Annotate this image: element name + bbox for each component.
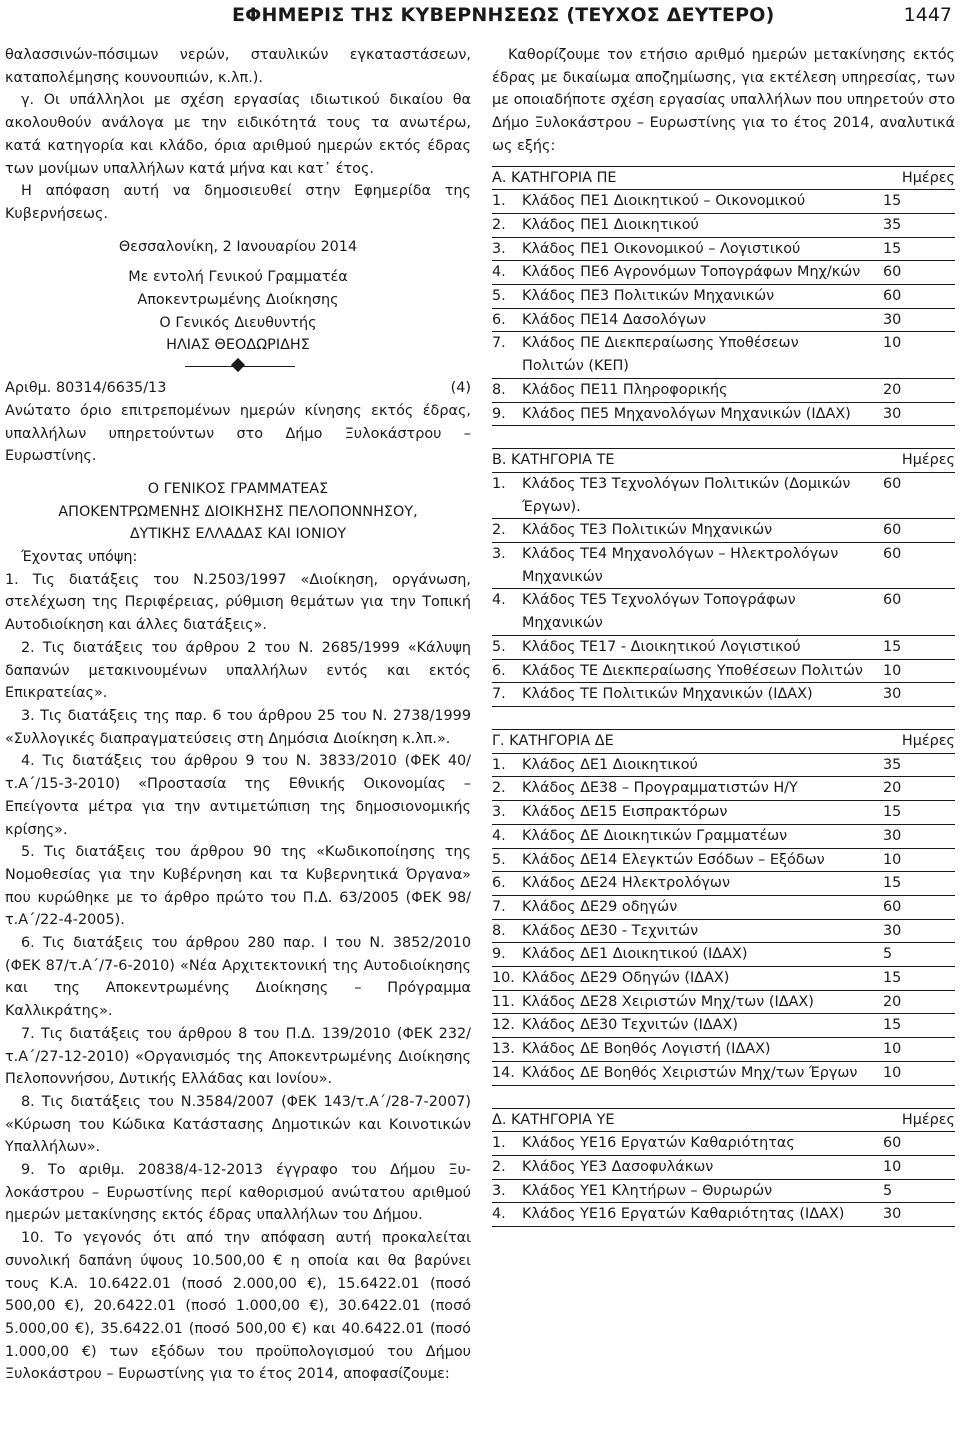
days-value: 35 — [883, 213, 955, 237]
table-row — [492, 1203, 955, 1227]
row-number: 1. — [492, 753, 522, 777]
days-value: 5 — [883, 943, 955, 967]
category-header-row — [492, 729, 955, 753]
branch-name: Κλάδος ΔΕ30 - Τεχνιτών — [522, 919, 883, 943]
row-number: 3. — [492, 543, 522, 589]
days-value: 20 — [883, 990, 955, 1014]
branch-name: Κλάδος ΔΕ30 Τεχνιτών (ΙΔΑΧ) — [522, 1014, 883, 1038]
branch-name: Κλάδος ΔΕ1 Διοικητικού — [522, 753, 883, 777]
page-number: 1447 — [903, 4, 952, 26]
row-number: 4. — [492, 589, 522, 635]
row-number: 8. — [492, 919, 522, 943]
row-number: 3. — [492, 237, 522, 261]
days-value: 35 — [883, 753, 955, 777]
consideration-item: 9. Το αριθμ. 20838/4-12-2013 έγγραφο του Δήμου Ξυλοκάστρου – Ευρωστίνης περί καθορισμού ανώτατου αριθμού ημερών μετακίνησης εκτός έδρας υπαλλήλων του Δήμου. — [5, 1162, 471, 1224]
branch-name: Κλάδος ΔΕ15 Εισπρακτόρων — [522, 801, 883, 825]
row-number: 6. — [492, 872, 522, 896]
row-number: 3. — [492, 801, 522, 825]
row-number: 1. — [492, 472, 522, 518]
days-value: 60 — [883, 285, 955, 309]
branch-name: Κλάδος ΔΕ Διοικητικών Γραμματέων — [522, 824, 883, 848]
branch-name: Κλάδος ΔΕ1 Διοικητικού (ΙΔΑΧ) — [522, 943, 883, 967]
paragraph-g: γ. Οι υπάλληλοι με σχέση εργασίας ιδιωτικού δικαίου θα ακολουθούν ανάλογα με την ειδικότητά τους τα ανωτέρω, κατά κατηγορία και κλάδο, όρια αριθμού ημερών εκτός έδρας των μονίμων υπαλλήλων κατά μήνα και κατ᾽ έτος. — [5, 92, 471, 177]
branch-name: Κλάδος ΔΕ29 Οδηγών (ΙΔΑΧ) — [522, 967, 883, 991]
row-number: 1. — [492, 1132, 522, 1156]
row-number: 14. — [492, 1061, 522, 1085]
branch-name: Κλάδος ΤΕ3 Πολιτικών Μηχανικών — [522, 519, 883, 543]
row-number: 2. — [492, 519, 522, 543]
category-header-row — [492, 449, 955, 473]
branch-name: Κλάδος ΤΕ Πολιτικών Μηχανικών (ΙΔΑΧ) — [522, 683, 883, 707]
table-row — [492, 990, 955, 1014]
branch-name: Κλάδος ΔΕ Βοηθός Χειριστών Μηχ/των Έργων — [522, 1061, 883, 1085]
branch-name: Κλάδος ΥΕ16 Εργατών Καθαριότητας — [522, 1132, 883, 1156]
category-name: Δ. ΚΑΤΗΓΟΡΙΑ ΥΕ — [492, 1108, 883, 1132]
row-number: 8. — [492, 378, 522, 402]
branch-name: Κλάδος ΤΕ4 Μηχανολόγων – Ηλεκτρολόγων Μηχανικών — [522, 543, 883, 589]
table-row — [492, 332, 955, 378]
branch-name: Κλάδος ΥΕ16 Εργατών Καθαριότητας (ΙΔΑΧ) — [522, 1203, 883, 1227]
branch-name: Κλάδος ΠΕ1 Οικονομικού – Λογιστικού — [522, 237, 883, 261]
category-table — [492, 1108, 955, 1228]
table-row — [492, 872, 955, 896]
table-row — [492, 801, 955, 825]
days-value: 15 — [883, 801, 955, 825]
branch-name: Κλάδος ΤΕ17 - Διοικητικού Λογιστικού — [522, 635, 883, 659]
authority-heading: ΔΥΤΙΚΗΣ ΕΛΛΑΔΑΣ ΚΑΙ ΙΟΝΙΟΥ — [129, 526, 347, 543]
gazette-title: ΕΦΗΜΕΡΙΣ ΤΗΣ ΚΥΒΕΡΝΗΣΕΩΣ (ΤΕΥΧΟΣ ΔΕΥΤΕΡΟ) — [232, 4, 775, 26]
decision-reference — [5, 377, 471, 400]
section-divider-ornament — [5, 357, 471, 377]
consideration-item: 1. Τις διατάξεις του Ν.2503/1997 «Διοίκηση, οργάνωση, στελέχωση της Περιφέρειας, ρύθμιση θεμάτων για την Τοπική Αυτοδιοίκηση και άλλες διατάξεις». — [5, 571, 471, 634]
table-row — [492, 1132, 955, 1156]
table-row — [492, 683, 955, 707]
days-header: Ημέρες — [883, 729, 955, 753]
days-header: Ημέρες — [883, 449, 955, 473]
branch-name: Κλάδος ΥΕ3 Δασοφυλάκων — [522, 1155, 883, 1179]
table-row — [492, 967, 955, 991]
table-row — [492, 895, 955, 919]
branch-name: Κλάδος ΤΕ Διεκπεραίωσης Υποθέσεων Πολιτών — [522, 659, 883, 683]
determination-intro: Καθορίζουμε τον ετήσιο αριθμό ημερών μετακίνησης εκτός έδρας με δικαίωμα αποζημίωσης, για εκτέλεση υπηρεσίας, των με οποιαδήποτε σχέση εργασίας υπαλλήλων που υπηρετούν στο Δήμο Ξυλοκάστρου – Ευρωστίνης για το έτος 2014, αναλυτικά ως εξής: — [492, 47, 955, 154]
row-number: 10. — [492, 967, 522, 991]
row-number: 7. — [492, 683, 522, 707]
days-value: 15 — [883, 872, 955, 896]
row-number: 9. — [492, 943, 522, 967]
days-value: 15 — [883, 237, 955, 261]
days-value: 30 — [883, 919, 955, 943]
days-value: 15 — [883, 967, 955, 991]
table-row — [492, 543, 955, 589]
branch-name: Κλάδος ΥΕ1 Κλητήρων – Θυρωρών — [522, 1179, 883, 1203]
row-number: 5. — [492, 635, 522, 659]
days-value: 15 — [883, 635, 955, 659]
days-value: 10 — [883, 659, 955, 683]
days-value: 20 — [883, 378, 955, 402]
days-value: 60 — [883, 261, 955, 285]
row-number: 5. — [492, 285, 522, 309]
row-number: 1. — [492, 190, 522, 214]
table-row — [492, 589, 955, 635]
table-row — [492, 285, 955, 309]
row-number: 7. — [492, 332, 522, 378]
category-name: Γ. ΚΑΤΗΓΟΡΙΑ ΔΕ — [492, 729, 883, 753]
continued-paragraph: θαλασσινών-πόσιμων νερών, σταυλικών εγκαταστάσεων, καταπολέμησης κουνουπιών, κ.λπ.). — [5, 47, 471, 86]
days-value: 60 — [883, 1132, 955, 1156]
branch-name: Κλάδος ΔΕ14 Ελεγκτών Εσόδων – Εξόδων — [522, 848, 883, 872]
consideration-item: 4. Τις διατάξεις του άρθρου 9 του Ν. 3833/2010 (ΦΕΚ 40/τ.Α΄/15-3-2010) «Προστασία της Εθνικής Οικονομίας – Επείγοντα μέτρα για την αντιμετώπιση της δημοσιονομικής κρίσης». — [5, 753, 471, 838]
branch-name: Κλάδος ΤΕ5 Τεχνολόγων Τοπογράφων Μηχανικών — [522, 589, 883, 635]
table-row — [492, 472, 955, 518]
branch-name: Κλάδος ΠΕ14 Δασολόγων — [522, 308, 883, 332]
days-value: 10 — [883, 848, 955, 872]
consideration-item: 2. Τις διατάξεις του άρθρου 2 του Ν. 2685/1999 «Κάλυψη δαπανών μετακινουμένων υπαλλήλων εντός και εκτός Επικρατείας». — [5, 639, 471, 702]
row-number: 6. — [492, 308, 522, 332]
branch-name: Κλάδος ΠΕ Διεκπεραίωσης Υποθέσεων Πολιτών (ΚΕΠ) — [522, 332, 883, 378]
days-value: 30 — [883, 824, 955, 848]
days-value: 30 — [883, 308, 955, 332]
branch-name: Κλάδος ΠΕ1 Διοικητικού — [522, 213, 883, 237]
row-number: 4. — [492, 261, 522, 285]
table-row — [492, 777, 955, 801]
days-value: 30 — [883, 683, 955, 707]
authority-heading: Ο ΓΕΝΙΚΟΣ ΓΡΑΜΜΑΤΕΑΣ — [147, 480, 329, 497]
days-value: 10 — [883, 1155, 955, 1179]
branch-name: Κλάδος ΔΕ29 οδηγών — [522, 895, 883, 919]
row-number: 13. — [492, 1038, 522, 1062]
branch-name: Κλάδος ΠΕ1 Διοικητικού – Οικονομικού — [522, 190, 883, 214]
branch-name: Κλάδος ΔΕ Βοηθός Λογιστή (ΙΔΑΧ) — [522, 1038, 883, 1062]
category-table — [492, 166, 955, 427]
branch-name: Κλάδος ΠΕ6 Αγρονόμων Τοπογράφων Μηχ/κών — [522, 261, 883, 285]
diamond-icon — [231, 358, 245, 372]
consideration-item: 5. Τις διατάξεις του άρθρου 90 της «Κωδικοποίησης της Νομοθεσίας για την Κυβέρνηση και τα Κυβερνητικά Όργανα» που κυρώθηκε με το άρθρο πρώτο του Π.Δ. 63/2005 (ΦΕΚ 98/τ.Α΄/22-4-2005). — [5, 844, 471, 929]
branch-name: Κλάδος ΔΕ28 Χειριστών Μηχ/των (ΙΔΑΧ) — [522, 990, 883, 1014]
row-number: 2. — [492, 213, 522, 237]
table-row — [492, 1038, 955, 1062]
days-value: 20 — [883, 777, 955, 801]
days-header: Ημέρες — [883, 166, 955, 190]
branch-name: Κλάδος ΠΕ3 Πολιτικών Μηχανικών — [522, 285, 883, 309]
branch-name: Κλάδος ΔΕ24 Ηλεκτρολόγων — [522, 872, 883, 896]
signature-line: Ο Γενικός Διευθυντής — [159, 314, 317, 331]
row-number: 2. — [492, 1155, 522, 1179]
table-row — [492, 1014, 955, 1038]
table-row — [492, 1155, 955, 1179]
consideration-item: 3. Τις διατάξεις της παρ. 6 του άρθρου 25 του Ν. 2738/1999 «Συλλογικές διαπραγματεύσεις στη Δημόσια Διοίκηση κ.λπ.». — [5, 707, 471, 747]
days-value: 15 — [883, 190, 955, 214]
table-row — [492, 190, 955, 214]
branch-name: Κλάδος ΠΕ11 Πληροφορικής — [522, 378, 883, 402]
table-row — [492, 1061, 955, 1085]
row-number: 4. — [492, 1203, 522, 1227]
table-row — [492, 1179, 955, 1203]
table-row — [492, 635, 955, 659]
signatory-name: ΗΛΙΑΣ ΘΕΟΔΩΡΙΔΗΣ — [166, 337, 310, 354]
signature-line: Με εντολή Γενικού Γραμματέα — [128, 269, 348, 286]
row-number: 12. — [492, 1014, 522, 1038]
reference-number: Αριθμ. 80314/6635/13 — [5, 380, 167, 397]
row-number: 6. — [492, 659, 522, 683]
decision-title: Ανώτατο όριο επιτρεπομένων ημερών κίνησης εκτός έδρας, υπαλλήλων υπηρετούντων στο Δήμο Ξυλοκάστρου – Ευρωστίνης. — [5, 402, 471, 465]
signature-line: Αποκεντρωμένης Διοίκησης — [137, 292, 339, 309]
signature-place-date: Θεσσαλονίκη, 2 Ιανουαρίου 2014 — [118, 238, 358, 255]
days-value: 60 — [883, 895, 955, 919]
table-row — [492, 378, 955, 402]
table-row — [492, 213, 955, 237]
days-value: 15 — [883, 1014, 955, 1038]
table-row — [492, 848, 955, 872]
days-value: 60 — [883, 589, 955, 635]
days-value: 10 — [883, 332, 955, 378]
days-value: 30 — [883, 1203, 955, 1227]
table-row — [492, 261, 955, 285]
publication-clause: Η απόφαση αυτή να δημοσιευθεί στην Εφημερίδα της Κυβερνήσεως. — [5, 183, 471, 222]
consideration-item: 8. Τις διατάξεις του Ν.3584/2007 (ΦΕΚ 143/τ.Α΄/28-7-2007) «Κύρωση του Κώδικα Κατάστασης Δημοτικών και Κοινοτικών Υπαλλήλων». — [5, 1093, 471, 1156]
reference-index: (4) — [450, 380, 471, 397]
having-considered: Έχοντας υπόψη: — [21, 549, 138, 566]
row-number: 4. — [492, 824, 522, 848]
days-header: Ημέρες — [883, 1108, 955, 1132]
table-row — [492, 919, 955, 943]
days-value: 30 — [883, 402, 955, 426]
table-row — [492, 402, 955, 426]
days-value: 10 — [883, 1038, 955, 1062]
row-number: 9. — [492, 402, 522, 426]
branch-name: Κλάδος ΤΕ3 Τεχνολόγων Πολιτικών (Δομικών Έργων). — [522, 472, 883, 518]
page-header — [0, 0, 960, 36]
row-number: 3. — [492, 1179, 522, 1203]
category-header-row — [492, 166, 955, 190]
row-number: 11. — [492, 990, 522, 1014]
category-table — [492, 729, 955, 1086]
branch-name: Κλάδος ΔΕ38 – Προγραμματιστών Η/Υ — [522, 777, 883, 801]
categories-tables — [492, 166, 955, 1228]
table-row — [492, 943, 955, 967]
category-table — [492, 448, 955, 707]
consideration-item: 6. Τις διατάξεις του άρθρου 280 παρ. Ι του Ν. 3852/2010 (ΦΕΚ 87/τ.Α΄/7-6-2010) «Νέα Αρχιτεκτονική της Αυτοδιοίκησης και της Αποκεντρωμένης Διοίκησης – Πρόγραμμα Καλλικράτης». — [5, 935, 471, 1020]
table-row — [492, 519, 955, 543]
table-row — [492, 308, 955, 332]
row-number: 7. — [492, 895, 522, 919]
days-value: 10 — [883, 1061, 955, 1085]
category-name: Β. ΚΑΤΗΓΟΡΙΑ ΤΕ — [492, 449, 883, 473]
branch-name: Κλάδος ΠΕ5 Μηχανολόγων Μηχανικών (ΙΔΑΧ) — [522, 402, 883, 426]
days-value: 60 — [883, 543, 955, 589]
consideration-item: 7. Τις διατάξεις του άρθρου 8 του Π.Δ. 139/2010 (ΦΕΚ 232/τ.Α΄/27-12-2010) «Οργανισμός της Αποκεντρωμένης Διοίκησης Πελοποννήσου, Δυτικής Ελλάδας και Ιονίου». — [5, 1025, 471, 1088]
days-value: 60 — [883, 519, 955, 543]
right-column — [492, 44, 955, 1227]
consideration-item: 10. Το γεγονός ότι από την απόφαση αυτή προκαλείται συνολική δαπάνη ύψους 10.500,00 € η οποία και θα βαρύνει τους Κ.Α. 10.6422.01 (ποσό 2.000,00 €), 15.6422.01 (ποσό 500,00 €), 20.6422.01 (ποσό 1.000,00 €), 30.6422.01 (ποσό 5.000,00 €), 35.6422.01 (ποσό 500,00 €) και 40.6422.01 (ποσό 1.000,00 €) των εξόδων του προϋπολογισμού του Δήμου Ξυλοκάστρου – Ευρωστίνης για το έτος 2014, αποφασίζουμε: — [5, 1230, 471, 1383]
table-row — [492, 659, 955, 683]
days-value: 60 — [883, 472, 955, 518]
category-name: Α. ΚΑΤΗΓΟΡΙΑ ΠΕ — [492, 166, 883, 190]
category-header-row — [492, 1108, 955, 1132]
row-number: 5. — [492, 848, 522, 872]
days-value: 5 — [883, 1179, 955, 1203]
left-column — [5, 44, 471, 1386]
table-row — [492, 824, 955, 848]
table-row — [492, 237, 955, 261]
table-row — [492, 753, 955, 777]
authority-heading: ΑΠΟΚΕΝΤΡΩΜΕΝΗΣ ΔΙΟΙΚΗΣΗΣ ΠΕΛΟΠΟΝΝΗΣΟΥ, — [58, 503, 418, 520]
row-number: 2. — [492, 777, 522, 801]
